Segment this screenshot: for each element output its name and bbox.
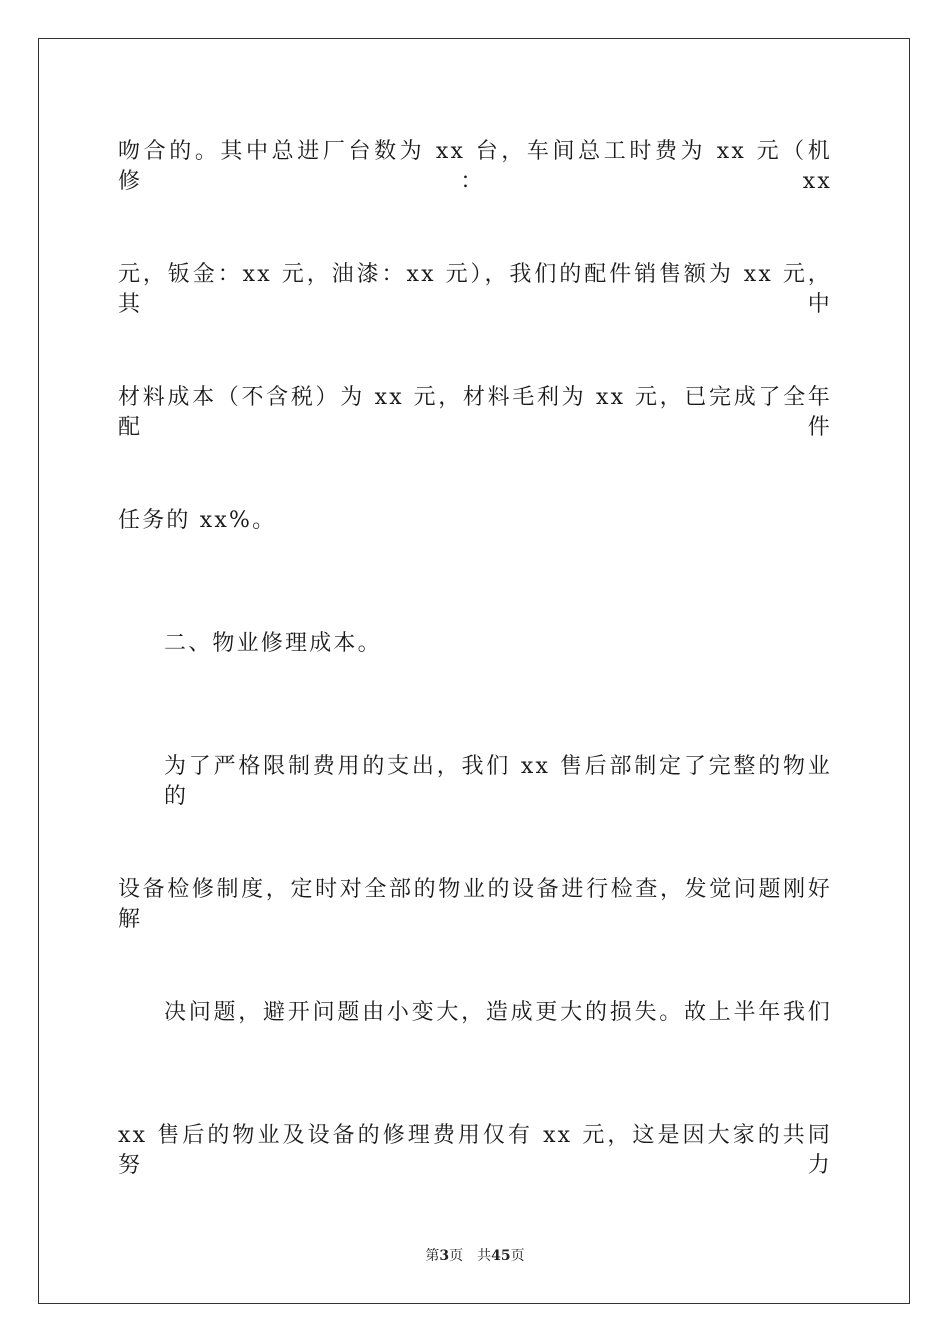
page-border [38,38,910,1304]
text-line-2: 元，钣金：xx 元，油漆：xx 元），我们的配件销售额为 xx 元，其中 [118,262,832,317]
total-pages: 45 [491,1248,511,1264]
text-line-9: xx 售后的物业及设备的修理费用仅有 xx 元，这是因大家的共同努力 [118,1123,832,1178]
section-heading: 二、物业修理成本。 [164,631,382,656]
page-prefix: 第 [425,1248,440,1264]
text-line-1: 吻合的。其中总进厂台数为 xx 台，车间总工时费为 xx 元（机修：xx [118,139,832,194]
text-line-8: 决问题，避开问题由小变大，造成更大的损失。故上半年我们 [164,1000,832,1025]
total-suffix: 页 [510,1248,525,1264]
page-footer [0,1246,950,1266]
total-prefix: 共 [477,1248,492,1264]
text-line-3: 材料成本（不含税）为 xx 元，材料毛利为 xx 元，已完成了全年配件 [118,385,832,440]
page-suffix: 页 [449,1248,464,1264]
page-number: 3 [439,1248,450,1264]
text-line-4: 任务的 xx%。 [118,508,277,533]
text-line-7: 设备检修制度，定时对全部的物业的设备进行检查，发觉问题刚好解 [118,877,832,932]
text-line-6: 为了严格限制费用的支出，我们 xx 售后部制定了完整的物业的 [164,754,832,809]
